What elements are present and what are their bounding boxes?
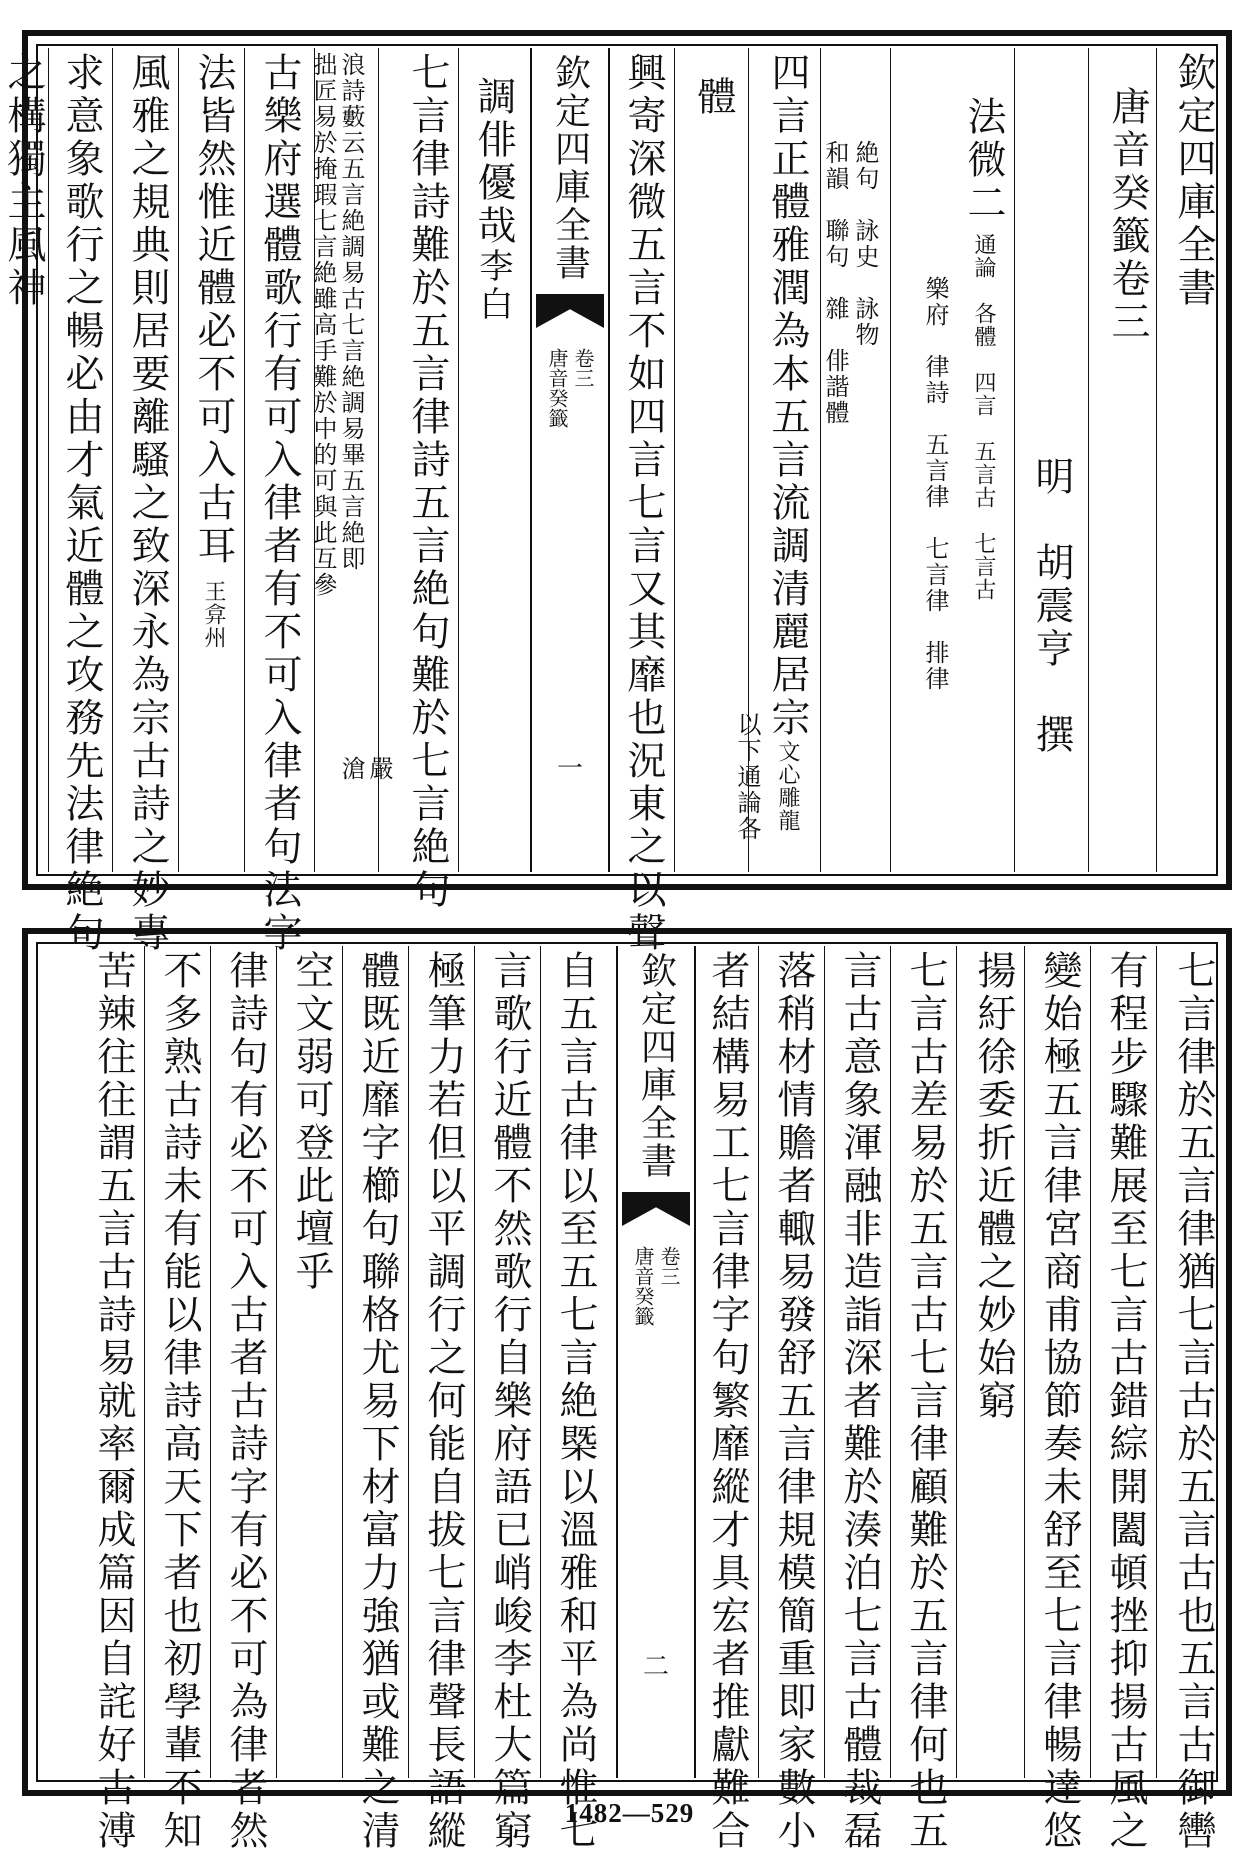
text-column: 有程步驟難展至七言古錯綜開闔頓挫抑揚古風之 [1103, 950, 1148, 1853]
folio-number: 二 [642, 1652, 669, 1682]
section-title: 法微二 通論 各體 四言 五言古 七言古 [961, 96, 1006, 601]
column-rule [824, 946, 825, 1778]
text-column: 體既近靡字櫛句聯格尤易下材富力強猶或難之清 [355, 950, 400, 1853]
column-rule [48, 48, 49, 872]
column-rule [1156, 48, 1157, 872]
column-rule [674, 48, 675, 872]
text-column: 言古意象渾融非造詣深者難於湊泊七言古體裁磊 [837, 950, 882, 1853]
text-column: 揚紆徐委折近體之妙始窮 [971, 950, 1016, 1423]
column-rule [1024, 946, 1025, 1778]
column-rule [408, 946, 409, 1778]
column-rule [540, 946, 541, 1778]
small-text-column: 浪詩藪云五言絶調易古七言絶調易畢五言絶即 [337, 52, 365, 572]
text-column: 變始極五言律宮商甫協節奏未舒至七言律暢達悠 [1037, 950, 1082, 1853]
column-rule [890, 946, 891, 1778]
column-rule [458, 48, 459, 872]
small-text-column: 拙匠易於掩瑕七言絶雖高手難於中的可與此互參 [309, 52, 337, 598]
column-rule [244, 48, 245, 872]
column-rule [758, 946, 759, 1778]
text-column: 七言古差易於五言古七言律顧難於五言律何也五 [903, 950, 948, 1853]
center-fold [616, 946, 696, 1778]
column-rule [820, 48, 821, 872]
text-column: 調俳優哉李白 [471, 76, 516, 324]
text-column: 自五言古律以至五七言絶槩以溫雅和平為尚惟七 [553, 950, 598, 1853]
column-rule [1090, 946, 1091, 1778]
column-rule [210, 946, 211, 1778]
inline-note: 滄 [337, 756, 365, 782]
column-rule [474, 946, 475, 1778]
text-column: 極筆力若但以平調行之何能自拔七言律聲長語縱 [421, 950, 466, 1853]
section-note-b1: 絶句 詠史 詠物 [851, 140, 879, 348]
section-note-b2: 和韻 聯句 雜 俳諧體 [821, 140, 849, 426]
column-rule [112, 48, 113, 872]
column-rule [144, 946, 145, 1778]
text-column: 者結構易工七言律字句繁靡縱才具宏者推獻難合 [705, 950, 750, 1853]
text-column: 求意象歌行之暢必由才氣近體之攻務先法律絶句 [59, 52, 104, 955]
text-column: 律詩句有必不可入古者古詩字有必不可為律者然 [223, 950, 268, 1853]
center-fold-title: 欽定四庫全書 [635, 952, 677, 1180]
center-fold-title: 欽定四庫全書 [549, 54, 591, 282]
column-rule [378, 48, 379, 872]
text-column: 四言正體雅潤為本五言流調清麗居宗文心雕龍 [765, 52, 810, 832]
column-rule [1014, 48, 1015, 872]
center-fold [530, 48, 610, 872]
center-fold-label: 唐音癸籤 卷三 [545, 348, 595, 428]
column-rule [1156, 946, 1157, 1778]
text-column: 體 [691, 76, 736, 119]
text-column: 七言律詩難於五言律詩五言絶句難於七言絶句 [405, 52, 450, 912]
folio-number: 一 [556, 754, 583, 784]
inline-note: 以下通論各 [733, 712, 761, 842]
column-rule [314, 48, 315, 872]
center-fold-label: 唐音癸籤 卷三 [631, 1246, 681, 1326]
fishtail-mark [622, 1192, 690, 1226]
column-rule [178, 48, 179, 872]
fishtail-mark [536, 294, 604, 328]
section-note-left: 樂府 律詩 五言律 七言律 排律 [921, 276, 949, 692]
text-column: 七言律於五言律猶七言古於五言古也五言古御轡 [1171, 950, 1216, 1853]
text-column: 之構獨主風神 [1, 52, 46, 310]
text-column: 風雅之規典則居要離騷之致深永為宗古詩之妙專 [125, 52, 170, 955]
text-column: 法皆然惟近體必不可入古耳王弇州 [191, 52, 236, 649]
text-column: 古樂府選體歌行有可入律者有不可入律者句法字 [257, 52, 302, 955]
column-rule [890, 48, 891, 872]
inline-note: 嚴 [365, 756, 393, 782]
column-rule [1088, 48, 1089, 872]
text-column: 空文弱可登此壇乎 [289, 950, 334, 1294]
top-header: 欽定四庫全書 [1171, 52, 1216, 310]
column-rule [276, 946, 277, 1778]
column-rule [956, 946, 957, 1778]
column-rule [748, 48, 749, 872]
page-number: 1482—529 [564, 1798, 695, 1828]
column-rule [342, 946, 343, 1778]
top-title: 唐音癸籤卷三 [1105, 86, 1150, 344]
text-column: 苦辣往往謂五言古詩易就率爾成篇因自詫好古溥 [91, 950, 136, 1853]
text-column: 言歌行近體不然歌行自樂府語已峭峻李杜大篇窮 [487, 950, 532, 1853]
top-page-frame [1, 30, 1232, 955]
top-author: 明 胡震亨 撰 [1029, 456, 1074, 757]
text-column: 興寄深微五言不如四言七言又其靡也況東之以聲 [621, 52, 666, 955]
text-column: 不多熟古詩未有能以律詩高天下者也初學輩不知 [157, 950, 202, 1853]
text-column: 落稍材情贍者輙易發舒五言律規模簡重即家數小 [771, 950, 816, 1853]
